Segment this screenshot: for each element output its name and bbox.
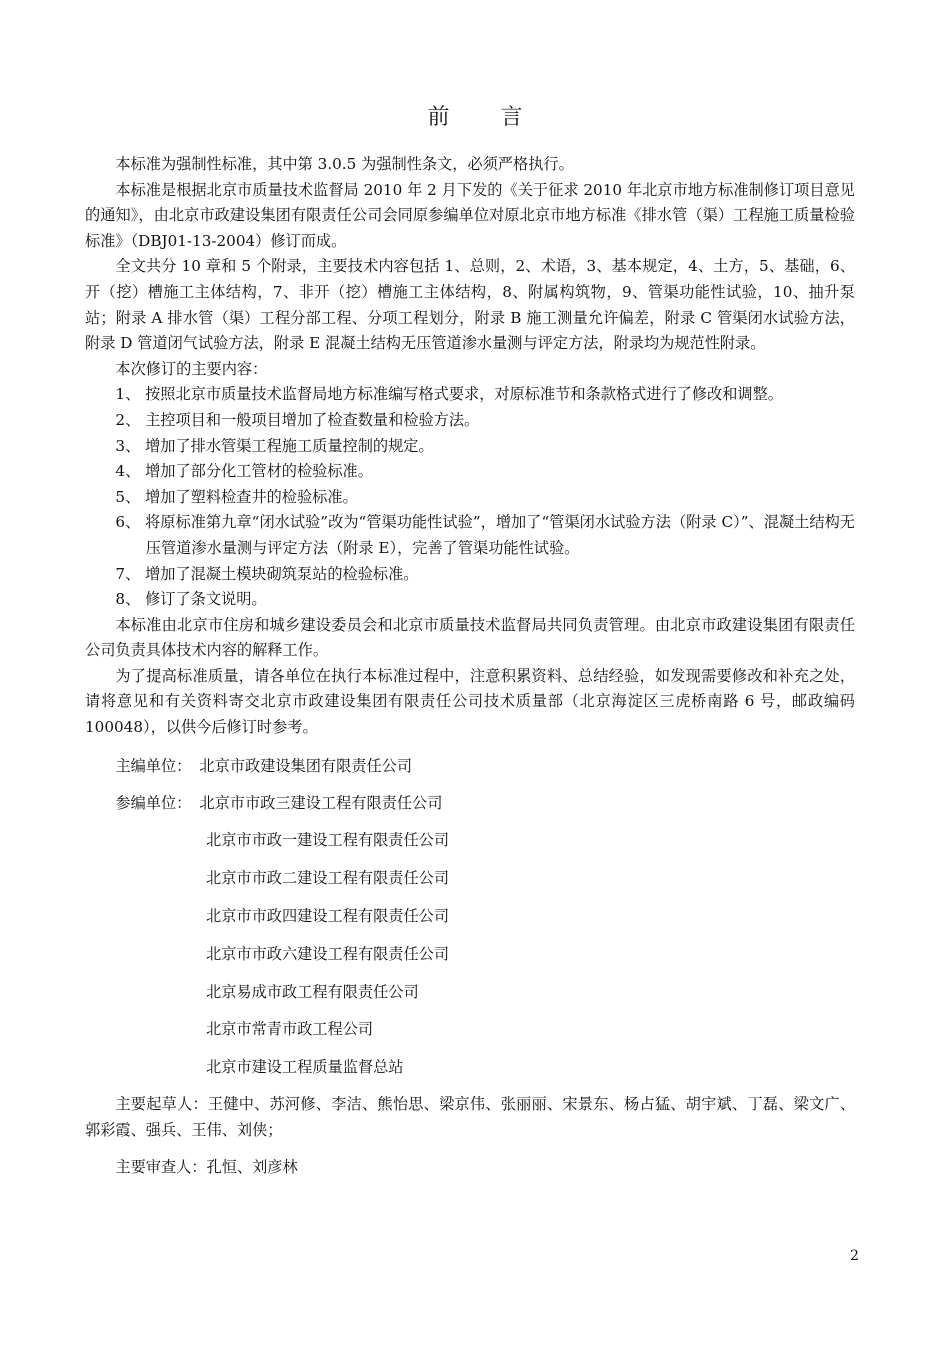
chief-editor-row bbox=[85, 753, 855, 779]
revision-item: 4、 增加了部分化工管材的检验标准。 bbox=[115, 462, 373, 481]
co-editor-item: 北京市市政二建设工程有限责任公司 bbox=[206, 869, 449, 888]
reviewers: 主要审查人：孔恒、刘彦林 bbox=[115, 1158, 298, 1177]
page-number: 2 bbox=[850, 1248, 859, 1264]
paragraph-revision-intro: 本次修订的主要内容： bbox=[115, 359, 268, 378]
revision-item: 7、 增加了混凝土模块砌筑泵站的检验标准。 bbox=[115, 564, 419, 583]
drafters: 主要起草人：王健中、苏河修、李洁、熊怡思、梁京伟、张丽丽、宋景东、杨占猛、胡宇斌、丁磊、梁文广、郭彩霞、强兵、王伟、刘侠； bbox=[85, 1095, 855, 1139]
paragraph-feedback: 为了提高标准质量，请各单位在执行本标准过程中，注意积累资料、总结经验，如发现需要修改和补充之处，请将意见和有关资料寄交北京市政建设集团有限责任公司技术质量部（北京海淀区三虎桥南路 6 号，邮政编码 100048），以供今后修订时参考。 bbox=[85, 666, 855, 737]
paragraph-mandatory: 本标准为强制性标准，其中第 3.0.5 为强制性条文，必须严格执行。 bbox=[115, 155, 574, 173]
co-editor-label: 参编单位： bbox=[115, 793, 192, 812]
co-editor-item: 北京市常青市政工程公司 bbox=[206, 1020, 374, 1039]
co-editor-list bbox=[85, 827, 855, 1080]
revision-item: 1、 按照北京市质量技术监督局地方标准编写格式要求，对原标准节和条款格式进行了修改和调整。 bbox=[115, 385, 783, 404]
co-editor-item: 北京市市政六建设工程有限责任公司 bbox=[206, 944, 449, 963]
co-editor-first: 北京市市政三建设工程有限责任公司 bbox=[199, 793, 443, 812]
paragraph-origin: 本标准是根据北京市质量技术监督局 2010 年 2 月下发的《关于征求 2010 年北京市地方标准制修订项目意见的通知》，由北京市政建设集团有限责任公司会同原参编单位对原北京市地方标准《排水管（渠）工程施工质量检验标准》（DBJ01-13-2004）修订而成。 bbox=[85, 180, 855, 250]
chief-editor-label: 主编单位： bbox=[115, 756, 192, 775]
revision-item: 6、 将原标准第九章“闭水试验”改为“管渠功能性试验”，增加了“管渠闭水试验方法（附录 C）”、混凝土结构无压管道渗水量测与评定方法（附录 E），完善了管渠功能性试验。 bbox=[115, 513, 855, 557]
co-editor-item: 北京市市政一建设工程有限责任公司 bbox=[206, 831, 449, 850]
co-editor-item: 北京市建设工程质量监督总站 bbox=[206, 1058, 404, 1077]
co-editor-item: 北京易成市政工程有限责任公司 bbox=[206, 982, 419, 1001]
revision-item: 2、 主控项目和一般项目增加了检查数量和检验方法。 bbox=[115, 410, 480, 429]
chief-editor-value: 北京市政建设集团有限责任公司 bbox=[199, 756, 413, 775]
revision-item: 8、 修订了条文说明。 bbox=[115, 590, 267, 609]
paragraph-contents: 全文共分 10 章和 5 个附录，主要技术内容包括 1、总则，2、术语，3、基本规定，4、土方，5、基础，6、开（挖）槽施工主体结构，7、非开（挖）槽施工主体结构，8、附属构筑物，9、管渠功能性试验，10、抽升泵站；附录 A 排水管（渠）工程分部工程、分项工程划分，附录 B 施工测量允许偏差，附录 C 管渠闭水试验方法，附录 D 管道闭气试验方法，附录 E 混凝土结构无压管道渗水量测与评定方法，附录均为规范性附录。 bbox=[85, 257, 855, 353]
co-editor-item: 北京市市政四建设工程有限责任公司 bbox=[206, 907, 449, 926]
paragraph-management: 本标准由北京市住房和城乡建设委员会和北京市质量技术监督局共同负责管理。由北京市政建设集团有限责任公司负责具体技术内容的解释工作。 bbox=[85, 615, 855, 660]
co-editor-row bbox=[85, 790, 855, 816]
revision-item: 5、 增加了塑料检查井的检验标准。 bbox=[115, 487, 358, 506]
page-title: 前 言 bbox=[427, 105, 545, 130]
document-body bbox=[85, 152, 855, 1181]
revision-item: 3、 增加了排水管渠工程施工质量控制的规定。 bbox=[115, 436, 434, 455]
